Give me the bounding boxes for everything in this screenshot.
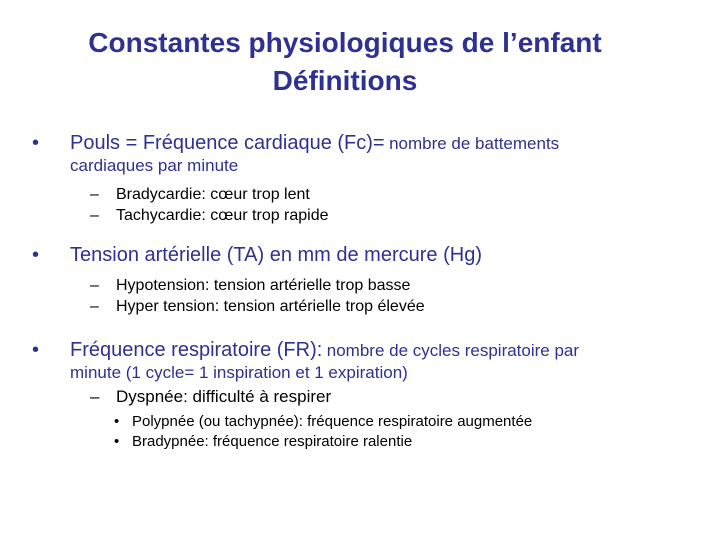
bullet-marker: • — [32, 339, 40, 361]
bullet-continuation: cardiaques par minute — [70, 156, 239, 175]
sub-sub-item-text: Bradypnée: fréquence respiratoire ralentie — [132, 433, 413, 450]
bullet-lead: Fréquence respiratoire (FR): — [70, 339, 323, 361]
sub-item — [32, 186, 692, 204]
bullet-respiratoire — [32, 339, 692, 450]
sub-item — [32, 298, 692, 316]
bullet-marker: • — [114, 433, 120, 450]
bullet-tail: nombre de battements — [389, 134, 560, 153]
sub-item — [32, 387, 692, 407]
bullet-tension — [32, 244, 692, 316]
sub-item-text: Dyspnée: difficulté à respirer — [116, 387, 332, 406]
bullet-marker: • — [114, 413, 120, 430]
dash-marker: – — [90, 186, 99, 203]
sub-sub-item-text: Polypnée (ou tachypnée): fréquence respiratoire augmentée — [132, 413, 533, 430]
sub-item — [32, 207, 692, 225]
dash-marker: – — [90, 298, 99, 315]
bullet-marker: • — [32, 244, 40, 266]
sub-item-text: Hypotension: tension artérielle trop basse — [116, 277, 411, 294]
dash-marker: – — [90, 207, 99, 224]
sub-item-text: Tachycardie: cœur trop rapide — [116, 207, 329, 224]
title-line-1: Constantes physiologiques de l’enfant — [88, 27, 602, 58]
sub-sub-item — [32, 433, 692, 450]
bullet-marker: • — [32, 132, 40, 154]
bullet-lead: Pouls = Fréquence cardiaque (Fc)= — [70, 132, 385, 154]
page-title — [0, 24, 690, 100]
bullet-pouls — [32, 132, 692, 225]
bullet-tail: nombre de cycles respiratoire par — [326, 341, 580, 360]
sub-sub-item — [32, 413, 692, 430]
bullet-lead: Tension artérielle (TA) en mm de mercure (Hg) — [70, 244, 482, 266]
sub-item — [32, 277, 692, 295]
sub-item-text: Hyper tension: tension artérielle trop élevée — [116, 298, 425, 315]
title-line-2: Définitions — [272, 65, 418, 96]
dash-marker: – — [90, 277, 99, 294]
dash-marker: – — [90, 387, 100, 406]
sub-item-text: Bradycardie: cœur trop lent — [116, 186, 310, 203]
bullet-continuation: minute (1 cycle= 1 inspiration et 1 expiration) — [70, 363, 408, 382]
